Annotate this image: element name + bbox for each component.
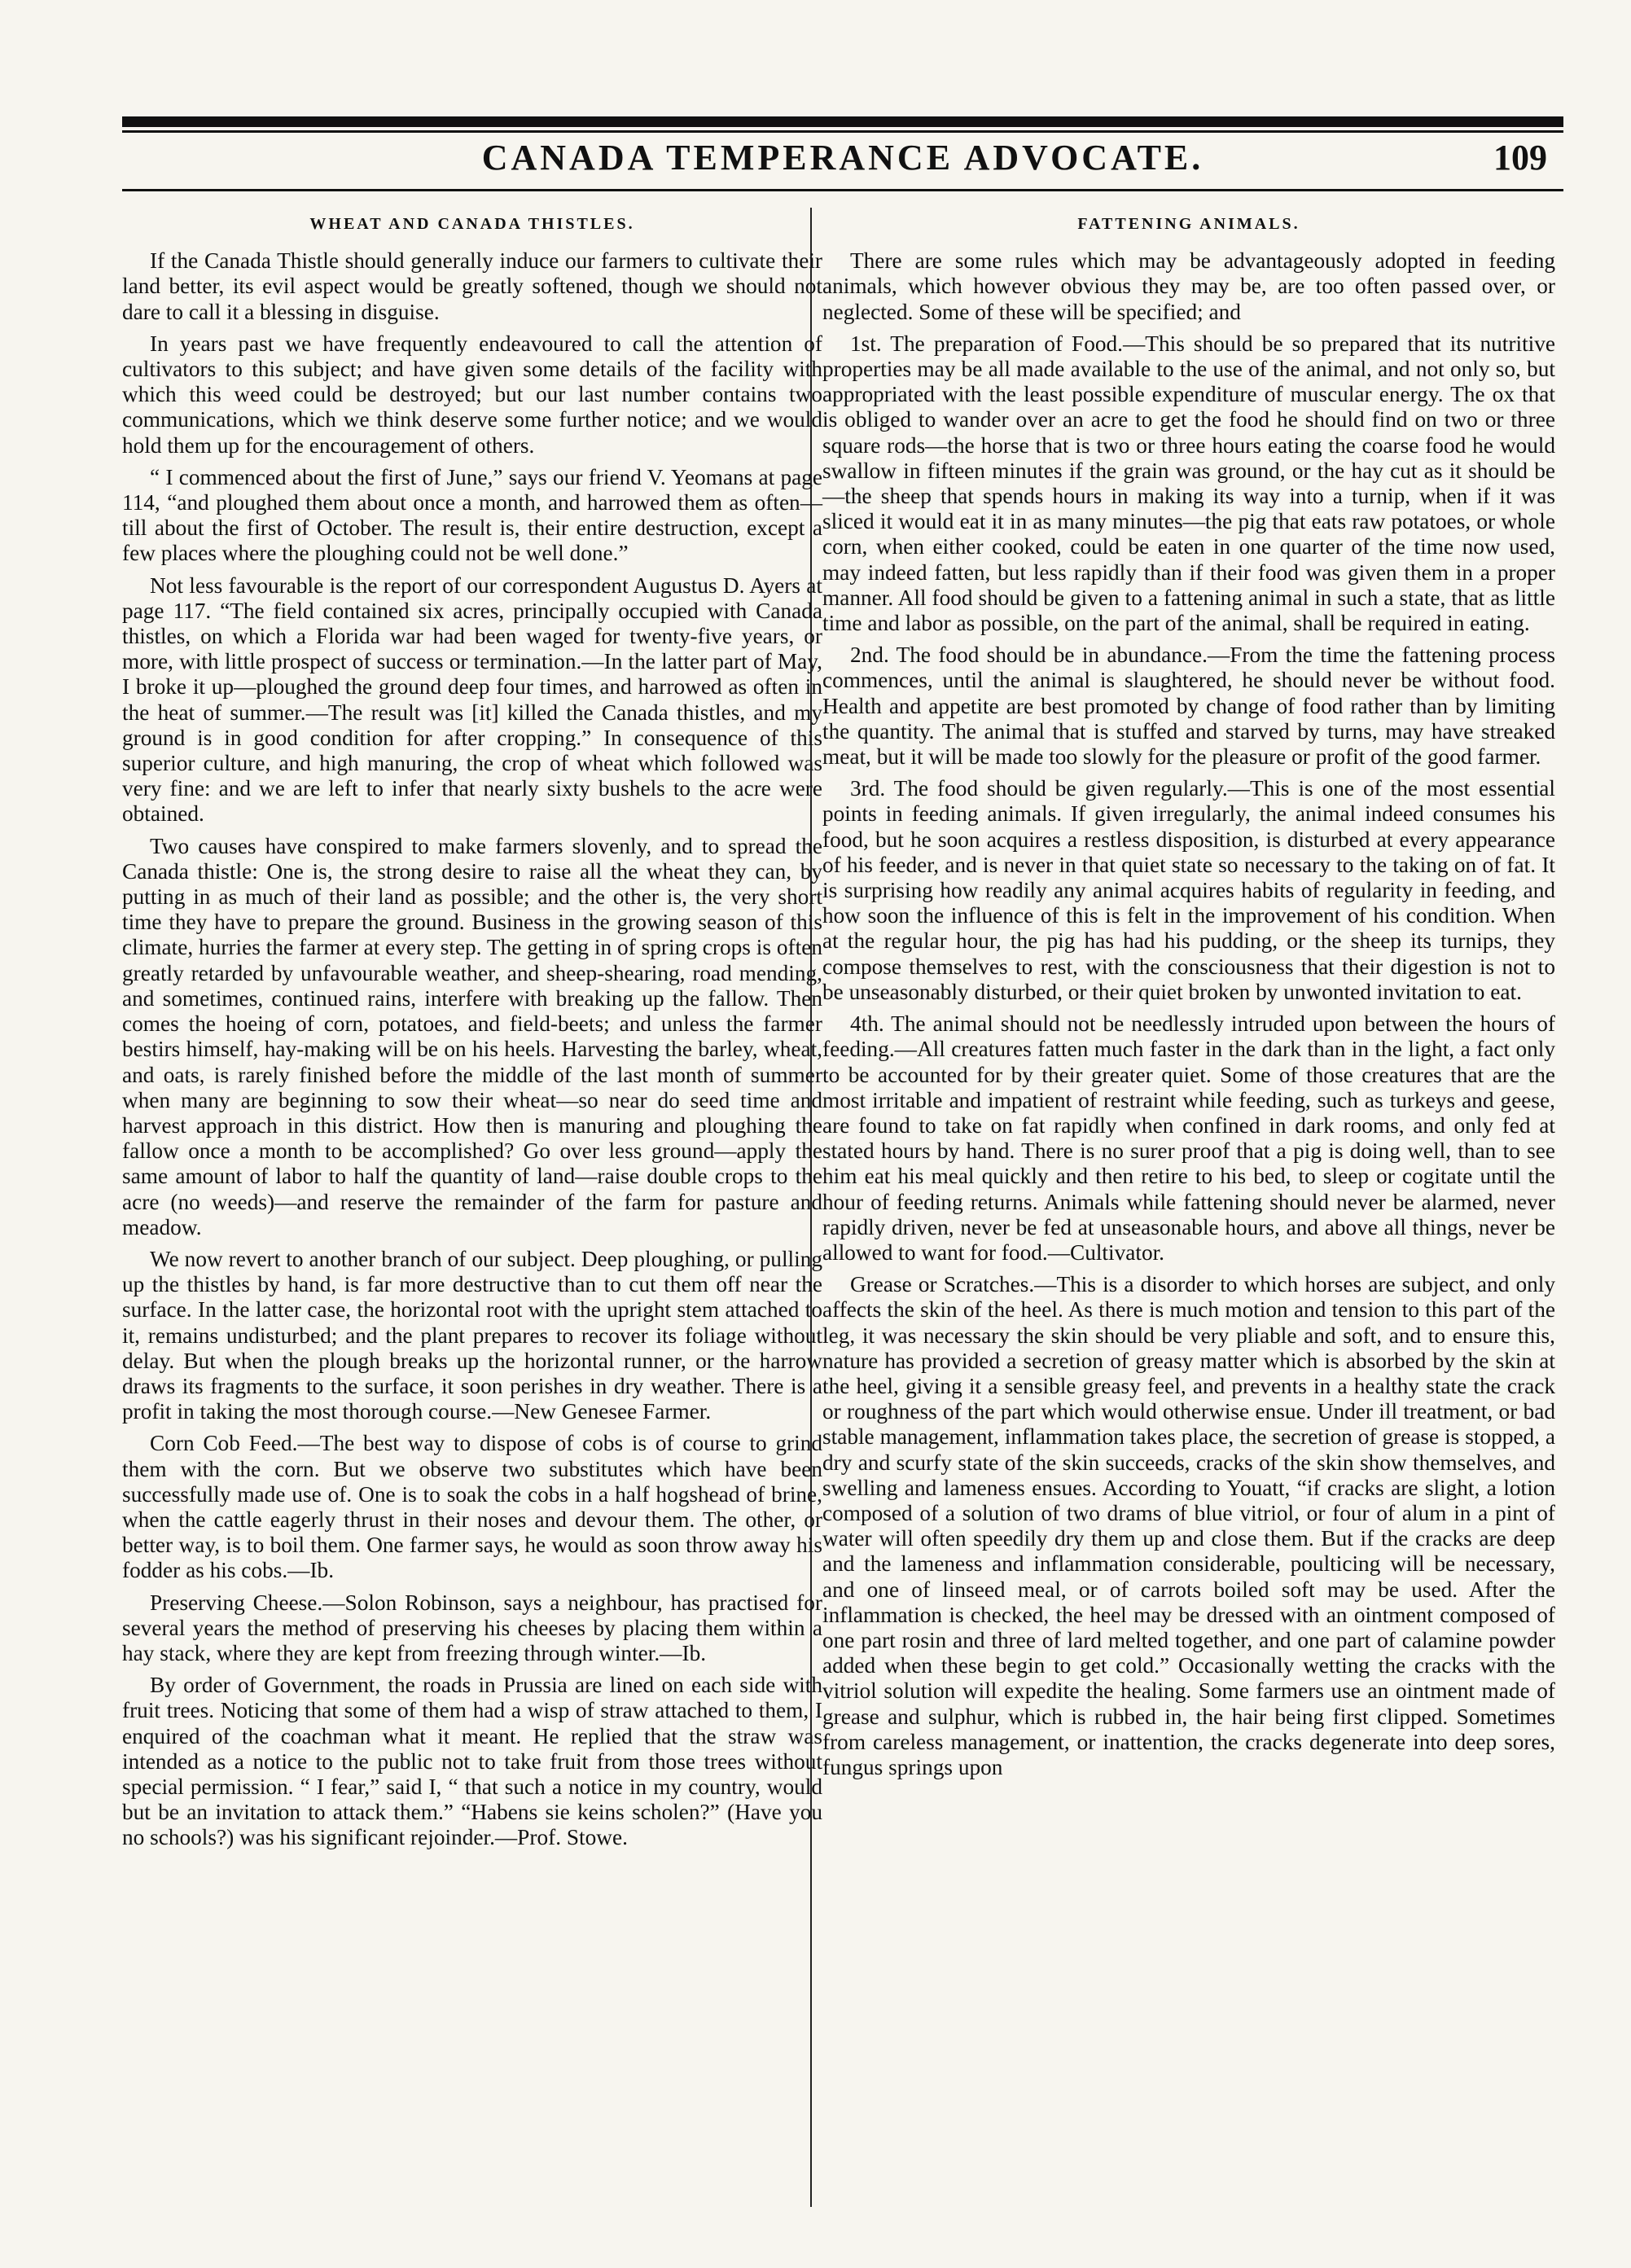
grease-scratches-paragraph: Grease or Scratches.—This is a disorder to which horses are subject, and only affects the skin of the heel. As there is much motion and tension to this part of the leg, it was necessary the skin should be very pliable and soft, and to ensure this, nature has provided a secretion of greasy matter which is absorbed by the skin at the heel, giving it a sensible greasy feel, and prevents in a healthy state the crack or roughness of the part which would otherwise ensue. Under ill treatment, or bad stable management, inflammation takes place, the secretion of grease is stopped, a dry and scurfy state of the skin succeeds, cracks of the skin show themselves, and swelling and lameness ensues. According to Youatt, “if cracks are slight, a lotion composed of a solution of two drams of blue vitriol, or four of alum in a pint of water will often speedily dry them up and close them. But if the cracks are deep and the lameness and inflammation considerable, poulticing will be necessary, and one of linseed meal, or of carrots boiled soft may be used. After the inflammation is checked, the heel may be dressed with an ointment composed of one part rosin and three of lard melted together, and one part of calamine powder added when these begin to get cold.” Occasionally wetting the cracks with the vitriol solution will expedite the healing. Some farmers use an ointment made of grease and sulphur, which is rubbed in, the hair being first clipped. Sometimes from careless management, or inattention, the cracks degenerate into deep sores, fungus springs upon (822, 1272, 1555, 1779)
section-title-wheat-thistles: WHEAT AND CANADA THISTLES. (309, 215, 635, 233)
section-title-fattening-animals: FATTENING ANIMALS. (1077, 215, 1300, 233)
article-paragraph: Not less favourable is the report of our correspondent Augustus D. Ayers at page 117. “The field contained six acres, principally occupied with Canada thistles, on which a Florida war had been waged for twenty-five years, or more, with little prospect of success or termination.—In the latter part of May, I broke it up—ploughed the ground deep four times, and harrowed as often in the heat of summer.—The result was [it] killed the Canada thistles, and my ground is in good condition for after cropping.” In consequence of this superior culture, and high manuring, the crop of wheat which followed was very fine: and we are left to infer that nearly sixty bushels to the acre were obtained. (122, 572, 822, 827)
header-rule-thin (122, 130, 1563, 133)
article-paragraph: 3rd. The food should be given regularly.—This is one of the most essential points in feeding animals. If given irregularly, the animal indeed consumes his food, but he soon acquires a restless disposition, is disturbed at every appearance of his feeder, and is never in that quiet state so necessary to the taking on of fat. It is surprising how readily any animal acquires habits of regularity in feeding, and how soon the influence of this is felt in the improvement of his condition. When at the regular hour, the pig has had his pudding, or the sheep its turnips, they compose themselves to rest, with the consciousness that their digestion is not to be unseasonably disturbed, or their quiet broken by unwonted invitation to eat. (822, 776, 1555, 1004)
left-column (122, 210, 822, 1858)
header-underline (122, 189, 1563, 191)
article-paragraph: We now revert to another branch of our subject. Deep ploughing, or pulling up the thistles by hand, is far more destructive than to cut them off near the surface. In the latter case, the horizontal root with the upright stem attached to it, remains undisturbed; and the plant prepares to recover its foliage without delay. But when the plough breaks up the horizontal runner, or the harrow draws its fragments to the surface, it soon perishes in dry weather. There is a profit in taking the most thorough course.—New Genesee Farmer. (122, 1246, 822, 1424)
article-paragraph: In years past we have frequently endeavoured to call the attention of cultivators to this subject; and have given some details of the facility with which this weed could be destroyed; but our last number contains two communications, which we think deserve some further notice; and we would hold them up for the encouragement of others. (122, 331, 822, 458)
page-number: 109 (1493, 138, 1547, 178)
article-paragraph: There are some rules which may be advantageously adopted in feeding animals, which however obvious they may be, are too often passed over, or neglected. Some of these will be specified; and (822, 248, 1555, 324)
article-paragraph: “ I commenced about the first of June,” says our friend V. Yeomans at page 114, “and ploughed them about once a month, and harrowed them as often—till about the first of October. The result is, their entire destruction, except a few places where the ploughing could not be well done.” (122, 464, 822, 566)
page-title: CANADA TEMPERANCE ADVOCATE. (481, 138, 1204, 178)
article-paragraph: 1st. The preparation of Food.—This should be so prepared that its nutritive properties may be all made available to the use of the animal, and not only so, but appropriated with the least possible expenditure of muscular energy. The ox that is obliged to wander over an acre to get the food he should find on two or three square rods—the horse that is two or three hours eating the coarse food he would swallow in fifteen minutes if the grain was ground, or the hay cut as it should be—the sheep that spends hours in making its way into a turnip, when if it was sliced it would eat it in as many minutes—the pig that eats raw potatoes, or whole corn, when either cooked, could be eaten in one quarter of the time now used, may indeed fatten, but less rapidly than if their food was given them in a proper manner. All food should be given to a fattening animal in such a state, that as little time and labor as possible, on the part of the animal, shall be required in eating. (822, 331, 1555, 636)
article-paragraph: If the Canada Thistle should generally induce our farmers to cultivate their land better, its evil aspect would be greatly softened, though we should not dare to call it a blessing in disguise. (122, 248, 822, 324)
corn-cob-feed-paragraph: Corn Cob Feed.—The best way to dispose of cobs is of course to grind them with the corn. But we observe two substitutes which have been successfully made use of. One is to soak the cobs in a half hogshead of brine, when the cattle eagerly thrust in their noses and devour them. The other, or better way, is to boil them. One farmer says, he would as soon throw away his fodder as his cobs.—Ib. (122, 1431, 822, 1583)
article-paragraph: 4th. The animal should not be needlessly intruded upon between the hours of feeding.—All creatures fatten much faster in the dark than in the light, a fact only to be accounted for by their greater quiet. Some of those creatures that are the most irritable and impatient of restraint while feeding, such as turkeys and geese, are found to take on fat rapidly when confined in dark rooms, and only fed at stated hours by hand. There is no surer proof that a pig is doing well, than to see him eat his meal quickly and then retire to his bed, to sleep or cogitate until the hour of feeding returns. Animals while fattening should never be alarmed, never rapidly driven, never be fed at unseasonable hours, and above all things, never be allowed to want for food.—Cultivator. (822, 1011, 1555, 1265)
preserving-cheese-paragraph: Preserving Cheese.—Solon Robinson, says a neighbour, has practised for several years the method of preserving his cheeses by placing them within a hay stack, where they are kept from freezing through winter.—Ib. (122, 1590, 822, 1665)
prussia-roads-paragraph: By order of Government, the roads in Prussia are lined on each side with fruit trees. Noticing that some of them had a wisp of straw attached to them, I enquired of the coachman what it meant. He replied that the straw was intended as a notice to the public not to take fruit from those trees without special permission. “ I fear,” said I, “ that such a notice in my country, would but be an invitation to attack them.” “Habens sie keins scholen?” (Have you no schools?) was his significant rejoinder.—Prof. Stowe. (122, 1673, 822, 1850)
header-rule-thick (122, 116, 1563, 127)
page-header (122, 137, 1563, 184)
article-paragraph: 2nd. The food should be in abundance.—From the time the fattening process commences, until the animal is slaughtered, he should never be without food. Health and appetite are best promoted by change of food rather than by limiting the quantity. The animal that is stuffed and starved by turns, may have streaked meat, but it will be made too slowly for the pleasure or profit of the good farmer. (822, 643, 1555, 770)
right-column (822, 210, 1555, 1787)
article-paragraph: Two causes have conspired to make farmers slovenly, and to spread the Canada thistle: One is, the strong desire to raise all the wheat they can, by putting in as much of their land as possible; and the other is, the very short time they have to prepare the ground. Business in the growing season of this climate, hurries the farmer at every step. The getting in of spring crops is often greatly retarded by unfavourable weather, and sheep-shearing, road mending, and sometimes, continued rains, interfere with breaking up the fallow. Then comes the hoeing of corn, potatoes, and field-beets; and unless the farmer bestirs himself, hay-making will be on his heels. Harvesting the barley, wheat, and oats, is rarely finished before the middle of the last month of summer when many are beginning to sow their wheat—so near do seed time and harvest approach in this district. How then is manuring and ploughing the fallow once a month to be accomplished? Go over less ground—apply the same amount of labor to half the quantity of land—raise double crops to the acre (no weeds)—and reserve the remainder of the farm for pasture and meadow. (122, 833, 822, 1239)
